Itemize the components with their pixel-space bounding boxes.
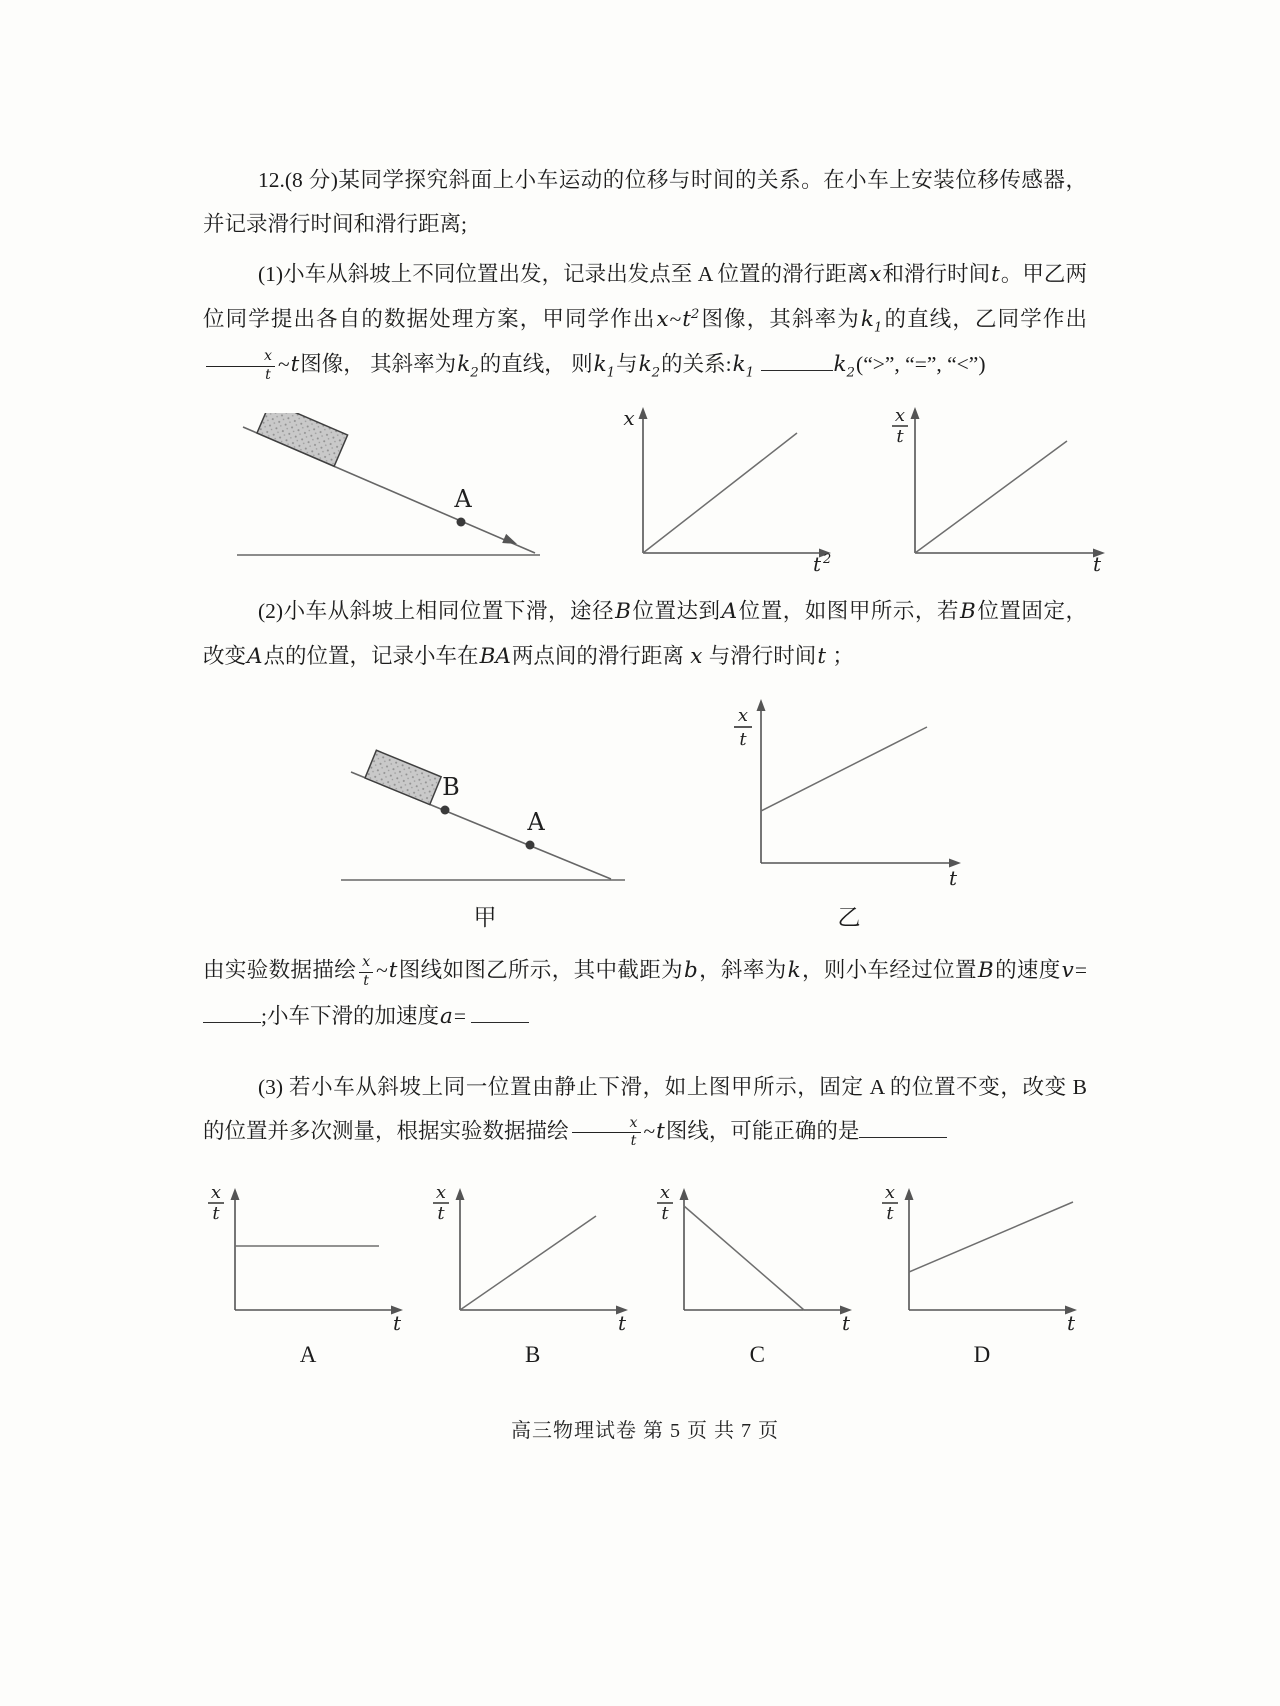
x-axis-label: t (1066, 1310, 1076, 1334)
point-a-label: A (527, 808, 545, 837)
exam-page-content (203, 0, 1102, 1513)
option-graph-d-svg (877, 1182, 1087, 1334)
y-axis-label-denominator: t (896, 426, 904, 448)
y-axis-arrow (680, 1188, 689, 1200)
option-graph-c-svg (652, 1182, 862, 1334)
data-line (460, 1216, 596, 1310)
slide-direction-arrow (502, 534, 519, 549)
question-part3-text: (3) 若小车从斜坡上同一位置由静止下滑，如上图甲所示，固定 A 的位置不变，改变 B 的位置并多次测量，根据实验数据描绘 $\frac{x}{t}$ ~t图线，可能正确的是 (203, 1074, 1087, 1150)
x-axis-label-exponent: 2 (823, 552, 832, 568)
option-graph-b-svg (428, 1182, 638, 1334)
option-figure-a (203, 1182, 413, 1368)
y-axis-label-denominator: t (886, 1202, 894, 1224)
x-axis-label: t (1093, 552, 1102, 574)
y-axis-label-denominator: t (661, 1202, 669, 1224)
y-axis-label-numerator: x (894, 405, 906, 427)
question-intro: 12.(8 分)某同学探究斜面上小车运动的位移与时间的关系。在小车上安装位移传感器，并记录滑行时间和滑行距离; (203, 168, 1087, 237)
page-footer: 高三物理试卷 第 5 页 共 7 页 (511, 1419, 779, 1442)
y-axis-arrow (231, 1188, 240, 1200)
graph-svg-yi (719, 691, 979, 891)
caption-jia: 甲 (473, 905, 497, 931)
x-axis-label: t (813, 552, 822, 574)
y-axis-arrow (639, 407, 648, 419)
option-graphs-row (203, 1182, 1087, 1368)
incline-diagram-1 (235, 413, 585, 573)
figure-row-1 (203, 401, 1102, 574)
x-axis-label: t (842, 1310, 851, 1334)
graph-xt-vs-t-1 (889, 401, 1119, 573)
y-axis-label-denominator: t (212, 1202, 220, 1224)
x-axis-label: t (393, 1310, 402, 1334)
y-axis-label-denominator: t (437, 1202, 445, 1224)
y-axis-arrow (904, 1188, 913, 1200)
data-line (684, 1206, 804, 1310)
option-caption-b: B (524, 1341, 541, 1367)
point-b-dot (441, 806, 450, 815)
y-axis-label-denominator: t (739, 729, 747, 751)
data-line (915, 441, 1067, 553)
y-axis-label-numerator: x (884, 1181, 896, 1203)
point-a-dot (526, 841, 535, 850)
question-part1-text: (1)小车从斜坡上不同位置出发，记录出发点至 A 位置的滑行距离x和滑行时间t。甲乙两位同学提出各自的数据处理方案，甲同学作出$x\sim t^2$图像，其斜率为$k_1$的直线，乙同学作出 $\frac{x}{t}$ ~t图像， 其斜率为$k_2$的直线， 则$k_1$与$k_2$的关系$:k_1$ $k_2(“>$”, “=”, “<”) (203, 262, 1087, 383)
option-caption-c: C (749, 1341, 765, 1367)
question-mid-text: 由实验数据描绘 $\frac{x}{t}$ ~t图线如图乙所示，其中截距为b，斜率为k，则小车经过位置B的速度v= ;小车下滑的加速度a= (203, 954, 1087, 1029)
caption-yi: 乙 (837, 905, 861, 931)
y-axis-arrow (757, 699, 766, 711)
y-axis-arrow (455, 1188, 464, 1200)
y-axis-label: x (623, 406, 635, 431)
option-figure-b (428, 1182, 638, 1368)
figure-row-2 (203, 691, 1087, 932)
x-axis-label: t (949, 866, 958, 891)
incline-diagram-jia (335, 736, 635, 932)
y-axis-label-numerator: x (660, 1181, 671, 1203)
incline-svg-jia (335, 736, 635, 891)
y-axis-label-numerator: x (435, 1181, 446, 1203)
option-caption-d: D (973, 1341, 991, 1367)
cart-block (257, 413, 348, 466)
graph-x-t2-svg (615, 401, 845, 573)
incline-svg-1 (235, 413, 585, 573)
point-a-dot (457, 518, 466, 527)
graph-xt-vs-t-yi (719, 691, 979, 932)
y-axis-label-numerator: x (210, 1181, 222, 1203)
y-axis-arrow (911, 407, 920, 419)
point-b-label: B (442, 773, 460, 802)
x-axis-label: t (617, 1310, 626, 1334)
graph-xt-t-svg-1 (889, 401, 1119, 573)
data-line (909, 1202, 1073, 1272)
point-a-label: A (454, 485, 472, 514)
cart-block (365, 751, 441, 805)
data-line (643, 433, 797, 553)
option-graph-a-svg (203, 1182, 413, 1334)
y-axis-label-numerator: x (737, 705, 749, 727)
option-caption-a: A (299, 1341, 317, 1367)
option-figure-c (652, 1182, 862, 1368)
question-part2-text: (2)小车从斜坡上相同位置下滑，途径B位置达到A位置，如图甲所示，若B位置固定，改变A点的位置，记录小车在BA两点间的滑行距离 x 与滑行时间t ； (203, 599, 1087, 670)
graph-x-vs-t2 (615, 401, 845, 573)
data-line (761, 727, 927, 811)
option-figure-d (877, 1182, 1087, 1368)
